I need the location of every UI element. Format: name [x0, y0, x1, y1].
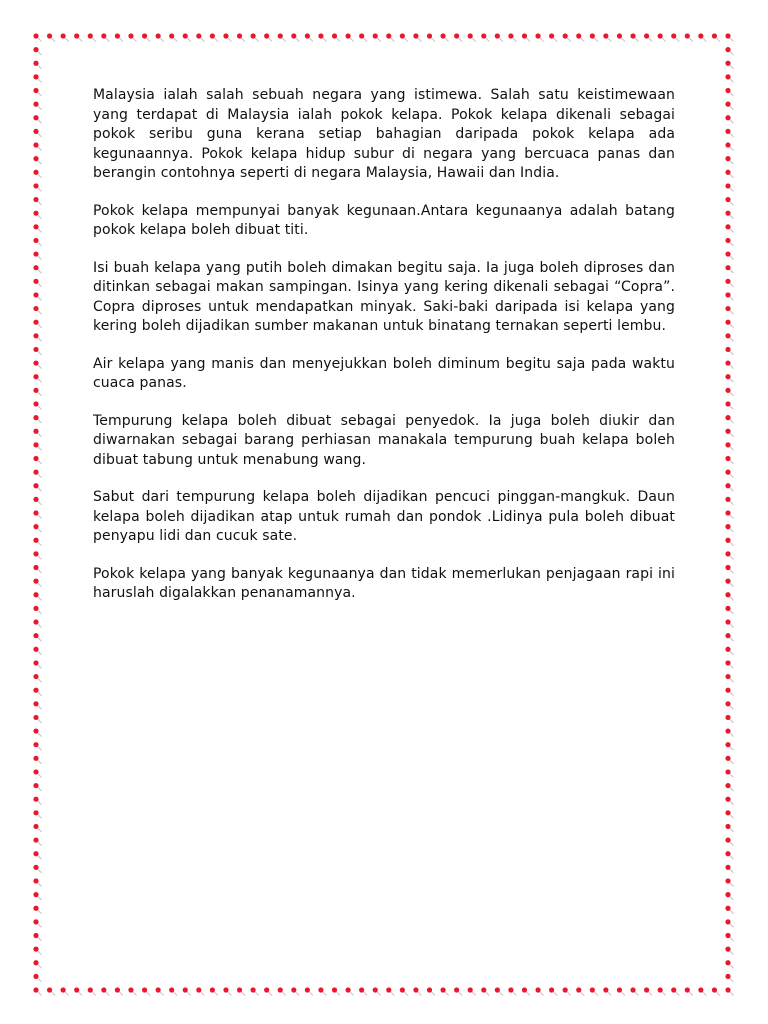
border-pin-icon	[725, 374, 733, 382]
border-pin-icon	[101, 987, 109, 995]
border-pin-icon	[33, 211, 41, 219]
border-pin-icon	[454, 33, 462, 41]
border-pin-icon	[617, 33, 625, 41]
border-pin-icon	[33, 470, 41, 478]
border-pin-icon	[508, 33, 516, 41]
border-pin-icon	[725, 742, 733, 750]
border-pin-icon	[250, 33, 258, 41]
border-pin-icon	[698, 33, 706, 41]
border-pin-icon	[712, 33, 720, 41]
border-pin-icon	[725, 783, 733, 791]
border-pin-icon	[33, 347, 41, 355]
border-pin-icon	[156, 987, 164, 995]
border-pin-icon	[278, 987, 286, 995]
border-pin-icon	[725, 415, 733, 423]
border-pin-icon	[33, 197, 41, 205]
border-pin-icon	[61, 33, 69, 41]
border-pin-icon	[535, 987, 543, 995]
border-pin-icon	[725, 824, 733, 832]
border-pin-icon	[725, 61, 733, 69]
border-pin-icon	[725, 170, 733, 178]
border-pin-icon	[725, 674, 733, 682]
border-pin-icon	[386, 33, 394, 41]
border-pin-icon	[725, 851, 733, 859]
border-pin-icon	[33, 633, 41, 641]
border-pin-icon	[332, 987, 340, 995]
border-pin-icon	[617, 987, 625, 995]
border-pin-icon	[61, 987, 69, 995]
border-pin-icon	[440, 987, 448, 995]
border-pin-icon	[33, 47, 41, 55]
border-pin-icon	[223, 33, 231, 41]
border-pin-icon	[427, 987, 435, 995]
border-pin-icon	[630, 987, 638, 995]
border-pin-icon	[33, 483, 41, 491]
border-pin-icon	[88, 987, 96, 995]
border-pin-icon	[169, 987, 177, 995]
border-pin-icon	[33, 238, 41, 246]
border-pin-icon	[685, 33, 693, 41]
border-pin-icon	[33, 987, 41, 995]
border-pin-icon	[725, 579, 733, 587]
border-pin-icon	[291, 33, 299, 41]
border-pin-icon	[237, 33, 245, 41]
border-pin-icon	[413, 987, 421, 995]
border-pin-icon	[33, 933, 41, 941]
border-pin-icon	[725, 183, 733, 191]
paragraph-coconut-water: Air kelapa yang manis dan menyejukkan boleh diminum begitu saja pada waktu cuaca panas.	[93, 355, 675, 391]
border-pin-icon	[576, 987, 584, 995]
paragraph-intro: Malaysia ialah salah sebuah negara yang istimewa. Salah satu keistimewaan yang terdapat di Malaysia ialah pokok kelapa. Pokok kelapa dikenali sebagai pokok seribu guna kerana setiap bahagian daripada pokok kelapa ada kegunaannya. Pokok kelapa hidup subur di negara yang bercuaca panas dan berangin contohnya seperti di negara Malaysia, Hawaii dan India.	[93, 87, 675, 181]
border-pin-icon	[33, 797, 41, 805]
border-pin-icon	[359, 33, 367, 41]
paragraph-trunk-uses: Pokok kelapa mempunyai banyak kegunaan.Antara kegunaanya adalah batang pokok kelapa boleh dibuat titi.	[93, 202, 675, 238]
border-pin-icon	[33, 619, 41, 627]
border-pin-icon	[603, 987, 611, 995]
border-pin-icon	[318, 33, 326, 41]
border-pin-icon	[33, 183, 41, 191]
border-pin-icon	[725, 510, 733, 518]
border-pin-icon	[725, 483, 733, 491]
border-pin-icon	[33, 74, 41, 82]
border-pin-icon	[33, 497, 41, 505]
border-pin-icon	[725, 142, 733, 150]
border-pin-icon	[563, 33, 571, 41]
border-pin-icon	[33, 156, 41, 164]
border-pin-icon	[33, 374, 41, 382]
border-pin-icon	[101, 33, 109, 41]
border-pin-icon	[33, 715, 41, 723]
border-pin-icon	[549, 987, 557, 995]
border-pin-icon	[644, 987, 652, 995]
border-pin-icon	[725, 551, 733, 559]
border-pin-icon	[725, 565, 733, 573]
border-pin-icon	[33, 88, 41, 96]
border-pin-icon	[33, 551, 41, 559]
border-pin-icon	[725, 538, 733, 546]
border-pin-icon	[33, 442, 41, 450]
border-pin-icon	[725, 333, 733, 341]
border-pin-icon	[725, 797, 733, 805]
border-pin-icon	[725, 429, 733, 437]
border-pin-icon	[725, 892, 733, 900]
border-pin-icon	[468, 33, 476, 41]
border-pin-icon	[725, 401, 733, 409]
border-pin-icon	[725, 265, 733, 273]
border-pin-icon	[33, 33, 41, 41]
border-pin-icon	[725, 88, 733, 96]
border-pin-icon	[345, 33, 353, 41]
border-pin-icon	[210, 33, 218, 41]
border-pin-icon	[33, 320, 41, 328]
border-pin-icon	[33, 756, 41, 764]
border-pin-icon	[400, 33, 408, 41]
border-pin-icon	[33, 742, 41, 750]
border-pin-icon	[278, 33, 286, 41]
border-pin-icon	[725, 129, 733, 137]
border-pin-icon	[563, 987, 571, 995]
border-pin-icon	[33, 251, 41, 259]
border-pin-icon	[725, 456, 733, 464]
border-pin-icon	[33, 974, 41, 982]
border-pin-icon	[33, 728, 41, 736]
border-pin-icon	[725, 292, 733, 300]
border-pin-icon	[373, 33, 381, 41]
border-pin-icon	[725, 74, 733, 82]
border-pin-icon	[576, 33, 584, 41]
border-pin-icon	[33, 851, 41, 859]
border-pin-icon	[535, 33, 543, 41]
border-pin-icon	[725, 987, 733, 995]
border-pin-icon	[332, 33, 340, 41]
border-pin-icon	[33, 415, 41, 423]
border-pin-icon	[590, 987, 598, 995]
border-pin-icon	[725, 865, 733, 873]
border-pin-icon	[74, 987, 82, 995]
border-pin-icon	[725, 306, 733, 314]
border-pin-icon	[481, 987, 489, 995]
border-pin-icon	[440, 33, 448, 41]
border-pin-icon	[725, 660, 733, 668]
border-pin-icon	[33, 701, 41, 709]
border-pin-icon	[427, 33, 435, 41]
border-pin-icon	[33, 579, 41, 587]
border-pin-icon	[725, 251, 733, 259]
border-pin-icon	[33, 524, 41, 532]
border-pin-icon	[33, 360, 41, 368]
border-pin-icon	[33, 61, 41, 69]
border-pin-icon	[725, 878, 733, 886]
border-pin-icon	[33, 401, 41, 409]
document-body	[93, 86, 675, 622]
border-pin-icon	[725, 933, 733, 941]
border-pin-icon	[33, 878, 41, 886]
border-pin-icon	[725, 388, 733, 396]
border-pin-icon	[291, 987, 299, 995]
border-pin-icon	[644, 33, 652, 41]
border-pin-icon	[223, 987, 231, 995]
border-pin-icon	[210, 987, 218, 995]
border-pin-icon	[386, 987, 394, 995]
paragraph-shell-uses: Tempurung kelapa boleh dibuat sebagai penyedok. Ia juga boleh diukir dan diwarnakan sebagai barang perhiasan manakala tempurung buah kelapa boleh dibuat tabung untuk menabung wang.	[93, 412, 675, 468]
border-pin-icon	[725, 769, 733, 777]
border-pin-icon	[33, 906, 41, 914]
paragraph-conclusion: Pokok kelapa yang banyak kegunaanya dan tidak memerlukan penjagaan rapi ini haruslah digalakkan penanamannya.	[93, 565, 675, 601]
border-pin-icon	[671, 33, 679, 41]
border-pin-icon	[725, 442, 733, 450]
border-pin-icon	[33, 306, 41, 314]
border-pin-icon	[33, 960, 41, 968]
border-pin-icon	[33, 115, 41, 123]
border-pin-icon	[685, 987, 693, 995]
border-pin-icon	[237, 987, 245, 995]
border-pin-icon	[658, 33, 666, 41]
border-pin-icon	[725, 960, 733, 968]
border-pin-icon	[725, 837, 733, 845]
border-pin-icon	[250, 987, 258, 995]
border-pin-icon	[183, 987, 191, 995]
border-pin-icon	[725, 115, 733, 123]
border-pin-icon	[33, 647, 41, 655]
border-pin-icon	[318, 987, 326, 995]
border-pin-icon	[33, 824, 41, 832]
border-pin-icon	[264, 33, 272, 41]
border-pin-icon	[33, 388, 41, 396]
border-pin-icon	[725, 592, 733, 600]
border-pin-icon	[33, 265, 41, 273]
border-pin-icon	[33, 660, 41, 668]
border-pin-icon	[725, 906, 733, 914]
border-pin-icon	[725, 974, 733, 982]
border-pin-icon	[725, 619, 733, 627]
border-pin-icon	[725, 211, 733, 219]
border-pin-icon	[725, 715, 733, 723]
border-pin-icon	[305, 33, 313, 41]
border-pin-icon	[33, 333, 41, 341]
border-pin-icon	[400, 987, 408, 995]
border-pin-icon	[33, 769, 41, 777]
border-pin-icon	[725, 947, 733, 955]
border-pin-icon	[725, 633, 733, 641]
border-pin-icon	[725, 47, 733, 55]
border-pin-icon	[725, 102, 733, 110]
border-pin-icon	[522, 33, 530, 41]
border-pin-icon	[413, 33, 421, 41]
border-pin-icon	[88, 33, 96, 41]
border-pin-icon	[454, 987, 462, 995]
border-pin-icon	[142, 33, 150, 41]
border-pin-icon	[725, 756, 733, 764]
border-pin-icon	[725, 156, 733, 164]
border-pin-icon	[156, 33, 164, 41]
border-pin-icon	[33, 947, 41, 955]
border-pin-icon	[33, 688, 41, 696]
border-pin-icon	[630, 33, 638, 41]
border-pin-icon	[33, 129, 41, 137]
border-pin-icon	[142, 987, 150, 995]
border-pin-icon	[33, 429, 41, 437]
border-pin-icon	[33, 837, 41, 845]
border-pin-icon	[725, 701, 733, 709]
border-pin-icon	[590, 33, 598, 41]
border-pin-icon	[522, 987, 530, 995]
border-pin-icon	[196, 987, 204, 995]
border-pin-icon	[725, 360, 733, 368]
border-pin-icon	[183, 33, 191, 41]
border-pin-icon	[196, 33, 204, 41]
border-pin-icon	[264, 987, 272, 995]
border-pin-icon	[128, 987, 136, 995]
border-pin-icon	[345, 987, 353, 995]
border-pin-icon	[725, 497, 733, 505]
border-pin-icon	[671, 987, 679, 995]
border-pin-icon	[33, 783, 41, 791]
border-pin-icon	[725, 224, 733, 232]
border-pin-icon	[33, 170, 41, 178]
border-pin-icon	[725, 919, 733, 927]
border-pin-icon	[725, 347, 733, 355]
border-pin-icon	[712, 987, 720, 995]
border-pin-icon	[33, 456, 41, 464]
border-pin-icon	[33, 810, 41, 818]
border-pin-icon	[33, 102, 41, 110]
paragraph-flesh-uses: Isi buah kelapa yang putih boleh dimakan begitu saja. Ia juga boleh diproses dan ditinkan sebagai makan sampingan. Isinya yang kering dikenali sebagai “Copra”. Copra diproses untuk mendapatkan minyak. Saki-baki daripada isi kelapa yang kering boleh dijadikan sumber makanan untuk binatang ternakan seperti lembu.	[93, 259, 675, 334]
border-pin-icon	[33, 592, 41, 600]
border-pin-icon	[33, 279, 41, 287]
border-pin-icon	[725, 320, 733, 328]
border-pin-icon	[725, 524, 733, 532]
border-pin-icon	[47, 33, 55, 41]
border-pin-icon	[725, 606, 733, 614]
border-pin-icon	[658, 987, 666, 995]
border-pin-icon	[115, 33, 123, 41]
border-pin-icon	[33, 292, 41, 300]
border-pin-icon	[495, 987, 503, 995]
border-pin-icon	[33, 224, 41, 232]
border-pin-icon	[33, 674, 41, 682]
border-pin-icon	[373, 987, 381, 995]
border-pin-icon	[603, 33, 611, 41]
border-pin-icon	[33, 919, 41, 927]
border-pin-icon	[33, 565, 41, 573]
border-pin-icon	[725, 728, 733, 736]
paragraph-husk-leaf-uses: Sabut dari tempurung kelapa boleh dijadikan pencuci pinggan-mangkuk. Daun kelapa boleh dijadikan atap untuk rumah dan pondok .Lidinya pula boleh dibuat penyapu lidi dan cucuk sate.	[93, 489, 675, 544]
border-pin-icon	[725, 197, 733, 205]
border-pin-icon	[359, 987, 367, 995]
border-pin-icon	[725, 470, 733, 478]
border-pin-icon	[725, 279, 733, 287]
border-pin-icon	[725, 810, 733, 818]
border-pin-icon	[305, 987, 313, 995]
border-pin-icon	[33, 865, 41, 873]
border-pin-icon	[33, 892, 41, 900]
border-pin-icon	[508, 987, 516, 995]
border-pin-icon	[468, 987, 476, 995]
border-pin-icon	[115, 987, 123, 995]
border-pin-icon	[33, 606, 41, 614]
border-pin-icon	[33, 538, 41, 546]
border-pin-icon	[481, 33, 489, 41]
border-pin-icon	[33, 510, 41, 518]
border-pin-icon	[725, 688, 733, 696]
border-pin-icon	[725, 647, 733, 655]
border-pin-icon	[33, 142, 41, 150]
border-pin-icon	[725, 33, 733, 41]
border-pin-icon	[495, 33, 503, 41]
border-pin-icon	[169, 33, 177, 41]
border-pin-icon	[698, 987, 706, 995]
border-pin-icon	[74, 33, 82, 41]
border-pin-icon	[47, 987, 55, 995]
border-pin-icon	[128, 33, 136, 41]
border-pin-icon	[725, 238, 733, 246]
border-pin-icon	[549, 33, 557, 41]
